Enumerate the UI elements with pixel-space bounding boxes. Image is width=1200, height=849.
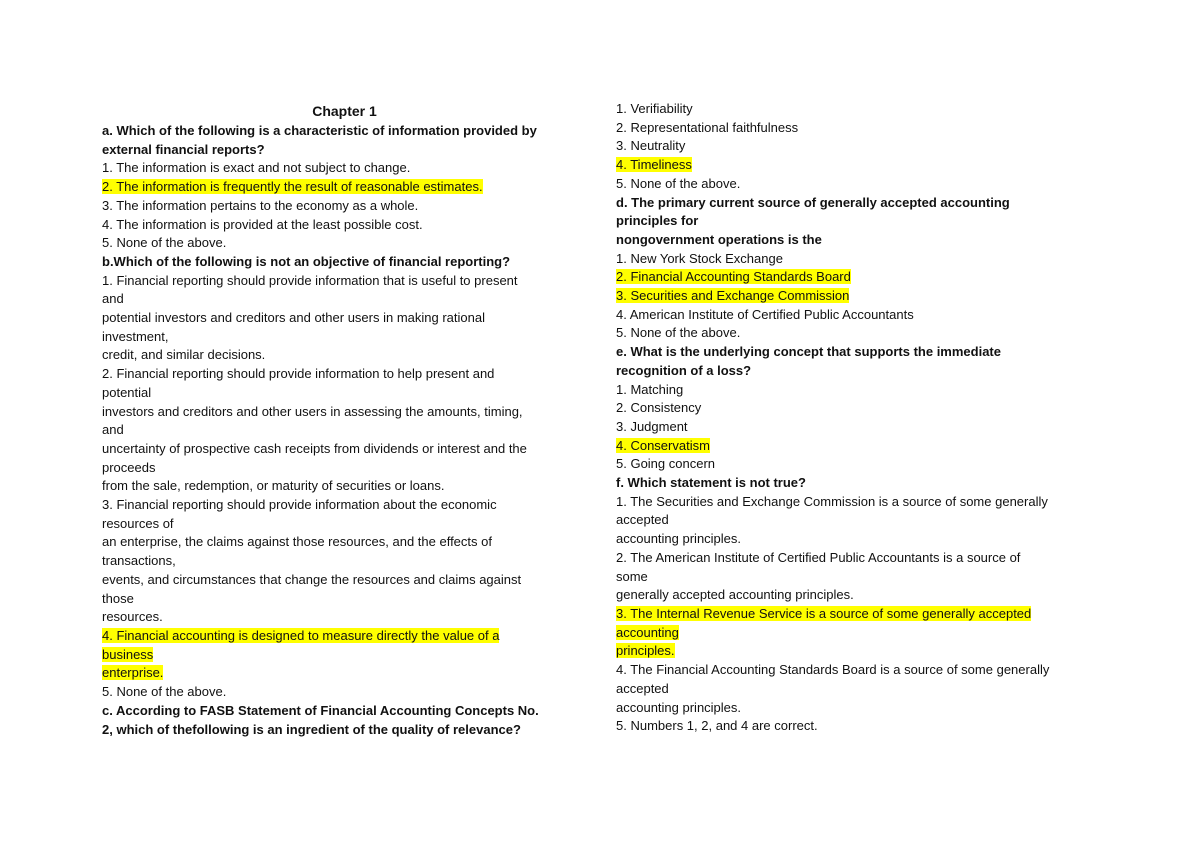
question-line xyxy=(102,253,587,272)
line-text: 5. None of the above. xyxy=(616,175,741,191)
answer-line xyxy=(102,234,587,253)
answer-line xyxy=(102,421,587,440)
line-text: and xyxy=(102,422,124,438)
question-line xyxy=(616,474,1101,493)
line-text: 3. The information pertains to the economy as a whole. xyxy=(102,197,419,213)
answer-line xyxy=(616,680,1101,699)
line-text: 1. The information is exact and not subject to change. xyxy=(102,160,411,176)
line-text: business xyxy=(102,646,154,662)
question-line xyxy=(102,721,587,740)
line-text: 2. Consistency xyxy=(616,400,702,416)
question-line xyxy=(616,343,1101,362)
highlighted-answer-line xyxy=(616,624,1101,643)
line-text: 1. The Securities and Exchange Commission is a source of some generally xyxy=(616,493,1048,509)
chapter-title: Chapter 1 xyxy=(312,103,377,119)
line-text: some xyxy=(616,568,648,584)
answer-line xyxy=(102,515,587,534)
answer-line xyxy=(102,197,587,216)
answer-line xyxy=(616,661,1101,680)
line-text: recognition of a loss? xyxy=(616,362,752,378)
right-question-list xyxy=(616,100,1101,736)
line-text: a. Which of the following is a characteristic of information provided by xyxy=(102,123,537,138)
answer-line xyxy=(616,100,1101,119)
answer-line xyxy=(102,346,587,365)
line-text: 4. Conservatism xyxy=(616,437,710,453)
line-text: enterprise. xyxy=(102,665,164,681)
line-text: 4. Financial accounting is designed to measure directly the value of a xyxy=(102,627,500,643)
answer-line xyxy=(616,586,1101,605)
line-text: resources of xyxy=(102,515,174,531)
answer-line xyxy=(102,477,587,496)
left-column xyxy=(102,100,587,739)
answer-line xyxy=(616,418,1101,437)
line-text: 5. Going concern xyxy=(616,456,716,472)
answer-line xyxy=(616,324,1101,343)
answer-line xyxy=(102,384,587,403)
highlighted-answer-line xyxy=(102,627,587,646)
highlighted-answer-line xyxy=(102,178,587,197)
line-text: potential investors and creditors and other users in making rational xyxy=(102,310,485,326)
highlighted-answer-line xyxy=(102,664,587,683)
line-text: 5. None of the above. xyxy=(616,325,741,341)
line-text: 5. Numbers 1, 2, and 4 are correct. xyxy=(616,718,818,734)
answer-line xyxy=(616,175,1101,194)
answer-line xyxy=(102,590,587,609)
line-text: 5. None of the above. xyxy=(102,235,227,251)
line-text: 4. Timeliness xyxy=(616,157,692,173)
answer-line xyxy=(102,159,587,178)
question-line xyxy=(102,141,587,160)
line-text: accounting xyxy=(616,624,679,640)
question-line xyxy=(616,212,1101,231)
answer-line xyxy=(616,381,1101,400)
question-line xyxy=(616,194,1101,213)
line-text: events, and circumstances that change the resources and claims against xyxy=(102,571,522,587)
line-text: 3. Securities and Exchange Commission xyxy=(616,288,850,304)
answer-line xyxy=(102,290,587,309)
line-text: uncertainty of prospective cash receipts from dividends or interest and the xyxy=(102,440,527,456)
line-text: investors and creditors and other users in assessing the amounts, timing, xyxy=(102,403,523,419)
answer-line xyxy=(616,306,1101,325)
line-text: 1. Financial reporting should provide information that is useful to present xyxy=(102,272,518,288)
answer-line xyxy=(102,272,587,291)
answer-line xyxy=(616,137,1101,156)
highlighted-answer-line xyxy=(616,156,1101,175)
line-text: accepted xyxy=(616,512,669,528)
line-text: those xyxy=(102,590,134,606)
line-text: principles for xyxy=(616,213,699,229)
line-text: an enterprise, the claims against those resources, and the effects of xyxy=(102,534,492,550)
line-text: 2. Financial reporting should provide information to help present and xyxy=(102,366,495,382)
line-text: nongovernment operations is the xyxy=(616,231,822,247)
line-text: 4. American Institute of Certified Public Accountants xyxy=(616,306,914,322)
line-text: transactions, xyxy=(102,553,176,569)
line-text: principles. xyxy=(616,643,675,659)
answer-line xyxy=(616,399,1101,418)
answer-line xyxy=(616,119,1101,138)
answer-line xyxy=(102,552,587,571)
answer-line xyxy=(616,250,1101,269)
line-text: accounting principles. xyxy=(616,699,742,715)
answer-line xyxy=(102,533,587,552)
line-text: f. Which statement is not true? xyxy=(616,475,806,491)
line-text: 2, which of thefollowing is an ingredient of the quality of relevance? xyxy=(102,721,521,737)
line-text: b.Which of the following is not an objective of financial reporting? xyxy=(102,253,511,269)
highlighted-answer-line xyxy=(102,646,587,665)
highlighted-answer-line xyxy=(616,268,1101,287)
answer-line xyxy=(102,403,587,422)
left-question-list xyxy=(102,122,587,739)
line-text: c. According to FASB Statement of Financial Accounting Concepts No. xyxy=(102,702,539,718)
answer-line xyxy=(616,717,1101,736)
answer-line xyxy=(102,459,587,478)
highlighted-answer-line xyxy=(616,287,1101,306)
answer-line xyxy=(102,440,587,459)
answer-line xyxy=(102,216,587,235)
line-text: generally accepted accounting principles. xyxy=(616,587,854,603)
answer-line xyxy=(102,571,587,590)
line-text: 1. Verifiability xyxy=(616,101,693,116)
line-text: external financial reports? xyxy=(102,141,265,157)
answer-line xyxy=(616,568,1101,587)
line-text: 4. The Financial Accounting Standards Board is a source of some generally xyxy=(616,662,1050,678)
line-text: d. The primary current source of generally accepted accounting xyxy=(616,194,1010,210)
line-text: e. What is the underlying concept that supports the immediate xyxy=(616,344,1001,360)
answer-line xyxy=(616,455,1101,474)
line-text: potential xyxy=(102,384,152,400)
highlighted-answer-line xyxy=(616,642,1101,661)
line-text: 1. Matching xyxy=(616,381,684,397)
answer-line xyxy=(102,496,587,515)
answer-line xyxy=(616,493,1101,512)
line-text: 3. Judgment xyxy=(616,418,688,434)
line-text: 2. Representational faithfulness xyxy=(616,119,799,135)
line-text: accepted xyxy=(616,680,669,696)
line-text: from the sale, redemption, or maturity of securities or loans. xyxy=(102,478,445,494)
line-text: resources. xyxy=(102,609,163,625)
line-text: and xyxy=(102,291,124,307)
answer-line xyxy=(616,549,1101,568)
line-text: proceeds xyxy=(102,459,156,475)
line-text: 5. None of the above. xyxy=(102,684,227,700)
answer-line xyxy=(102,608,587,627)
line-text: accounting principles. xyxy=(616,531,742,547)
answer-line xyxy=(616,699,1101,718)
question-line xyxy=(102,122,587,141)
line-text: 3. Neutrality xyxy=(616,138,686,154)
answer-line xyxy=(102,328,587,347)
line-text: 1. New York Stock Exchange xyxy=(616,250,783,266)
line-text: 4. The information is provided at the least possible cost. xyxy=(102,216,423,232)
line-text: credit, and similar decisions. xyxy=(102,347,266,363)
right-column xyxy=(616,100,1101,736)
question-line xyxy=(102,702,587,721)
question-line xyxy=(616,362,1101,381)
question-line xyxy=(616,231,1101,250)
line-text: 3. The Internal Revenue Service is a source of some generally accepted xyxy=(616,605,1032,621)
answer-line xyxy=(102,365,587,384)
line-text: 2. The American Institute of Certified Public Accountants is a source of xyxy=(616,549,1021,565)
answer-line xyxy=(102,683,587,702)
line-text: 2. The information is frequently the result of reasonable estimates. xyxy=(102,179,483,195)
line-text: 3. Financial reporting should provide information about the economic xyxy=(102,497,497,513)
highlighted-answer-line xyxy=(616,437,1101,456)
answer-line xyxy=(616,530,1101,549)
line-text: investment, xyxy=(102,328,169,344)
answer-line xyxy=(102,309,587,328)
highlighted-answer-line xyxy=(616,605,1101,624)
answer-line xyxy=(616,511,1101,530)
line-text: 2. Financial Accounting Standards Board xyxy=(616,269,851,285)
